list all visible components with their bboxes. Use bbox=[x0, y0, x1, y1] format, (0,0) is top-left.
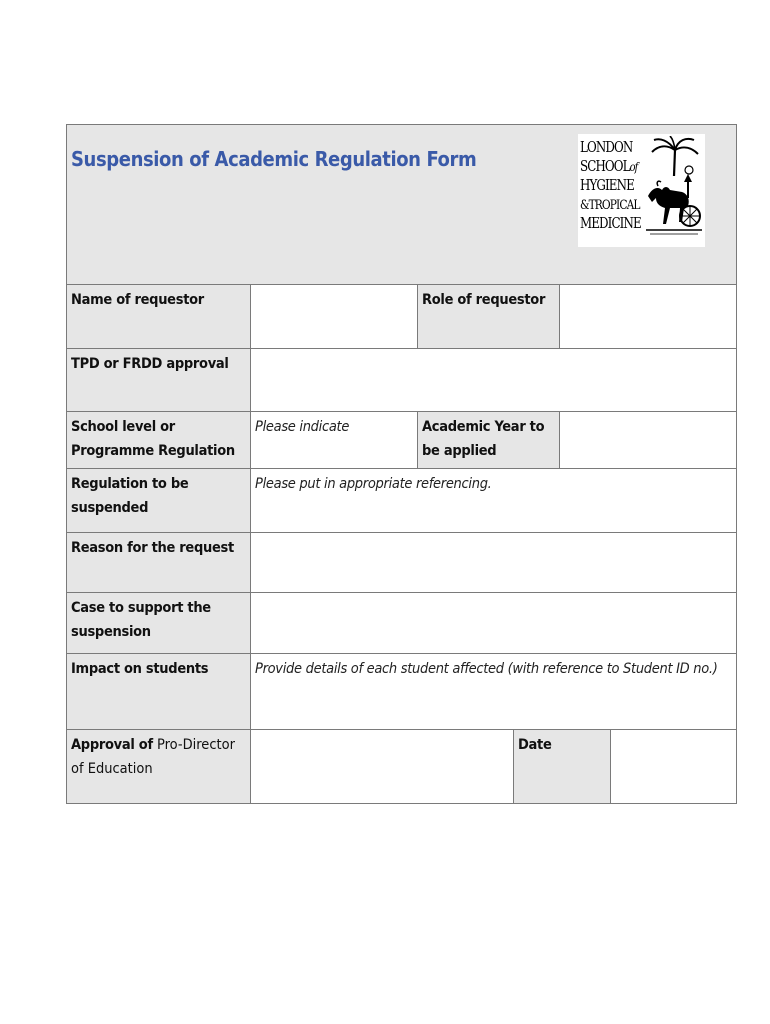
academic-year-label: Academic Year to be applied bbox=[418, 412, 560, 469]
approval-field[interactable] bbox=[251, 730, 514, 803]
logo-line-tropical: &TROPICAL bbox=[580, 198, 640, 213]
name-of-requestor-label: Name of requestor bbox=[67, 285, 251, 349]
logo-line-medicine: MEDICINE bbox=[580, 216, 641, 232]
tpd-frdd-approval-field[interactable] bbox=[251, 349, 736, 412]
tpd-frdd-approval-label: TPD or FRDD approval bbox=[67, 349, 251, 412]
regulation-suspended-field[interactable]: Please put in appropriate referencing. bbox=[251, 469, 736, 533]
reason-field[interactable] bbox=[251, 533, 736, 593]
academic-year-field[interactable] bbox=[560, 412, 736, 469]
case-support-label: Case to support the suspension bbox=[67, 593, 251, 654]
role-of-requestor-field[interactable] bbox=[560, 285, 736, 349]
logo-text bbox=[580, 139, 641, 234]
date-label: Date bbox=[514, 730, 611, 803]
logo-line-of: of bbox=[629, 160, 638, 174]
regulation-suspended-label: Regulation to be suspended bbox=[67, 469, 251, 533]
date-field[interactable] bbox=[611, 730, 736, 803]
horse-chariot-palm-icon bbox=[644, 136, 704, 244]
reason-label: Reason for the request bbox=[67, 533, 251, 593]
name-of-requestor-field[interactable] bbox=[251, 285, 418, 349]
case-support-field[interactable] bbox=[251, 593, 736, 654]
impact-field[interactable]: Provide details of each student affected (with reference to Student ID no.) bbox=[251, 654, 736, 730]
suspension-form bbox=[66, 124, 737, 804]
form-title: Suspension of Academic Regulation Form bbox=[71, 147, 477, 171]
logo-line-hygiene: HYGIENE bbox=[580, 178, 634, 194]
impact-label: Impact on students bbox=[67, 654, 251, 730]
approval-label-bold: Approval of bbox=[71, 737, 153, 753]
logo-line-school: SCHOOL bbox=[580, 159, 630, 175]
lshtm-logo bbox=[578, 134, 705, 247]
role-of-requestor-label: Role of requestor bbox=[418, 285, 560, 349]
approval-label bbox=[67, 730, 251, 803]
form-header bbox=[67, 125, 736, 285]
approval-label-rest: Pro-Director of Education bbox=[71, 737, 235, 777]
school-level-label: School level or Programme Regulation bbox=[67, 412, 251, 469]
school-level-field[interactable]: Please indicate bbox=[251, 412, 418, 469]
logo-line-london: LONDON bbox=[580, 140, 633, 156]
